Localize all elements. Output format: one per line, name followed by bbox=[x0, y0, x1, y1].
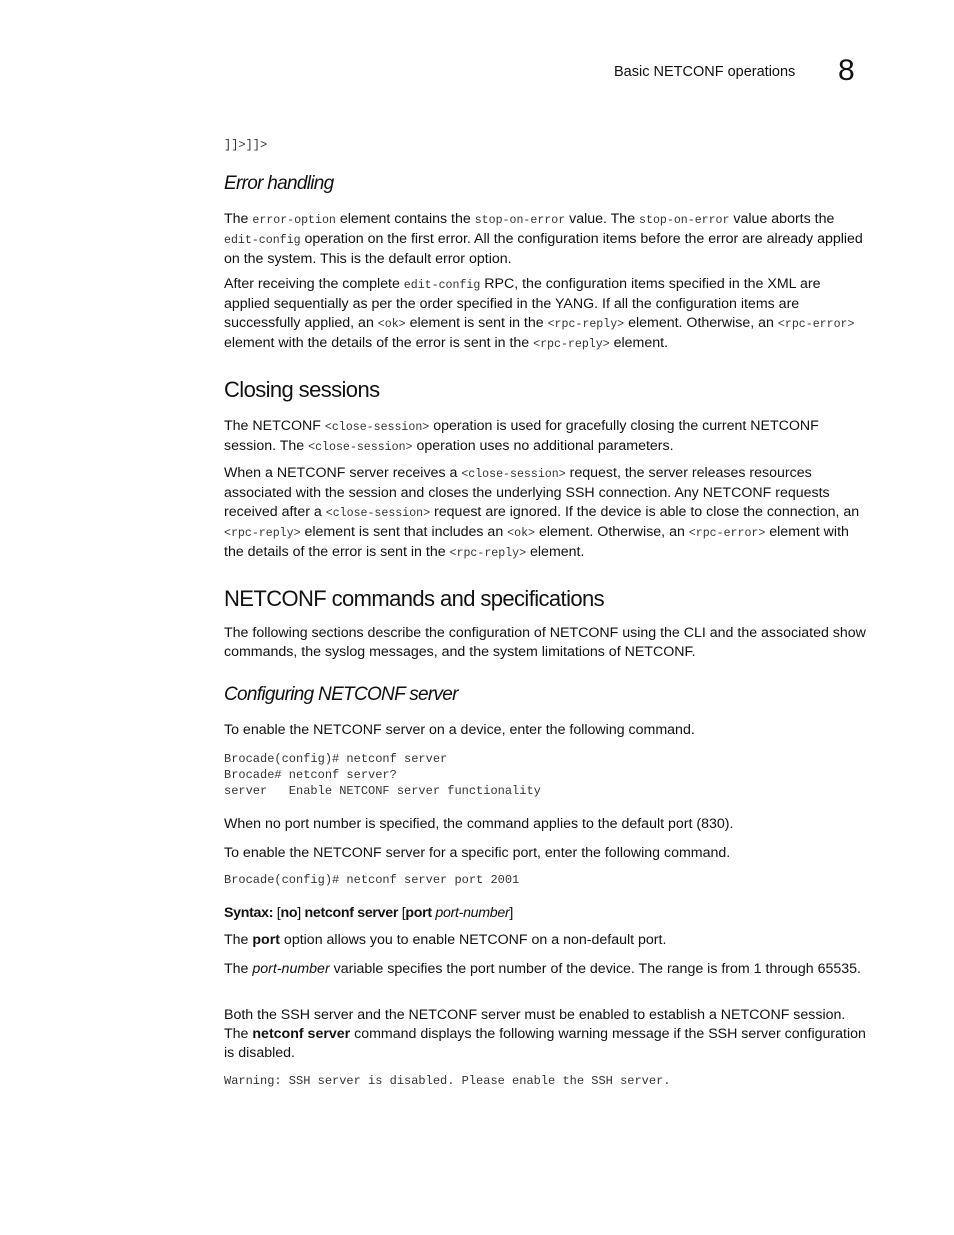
paragraph-enable-server: To enable the NETCONF server on a device, enter the following command. bbox=[224, 722, 695, 738]
paragraph-specific-port: To enable the NETCONF server for a specific port, enter the following command. bbox=[224, 845, 731, 861]
italic-variable: port-number bbox=[435, 905, 510, 921]
code-end-marker: ]]>]]> bbox=[224, 138, 268, 152]
paragraph-default-port: When no port number is specified, the command applies to the default port (830). bbox=[224, 816, 734, 832]
paragraph-close-session: The NETCONF <close-session> operation is used for gracefully closing the current NETCONF session. The <close-session> operation uses no additional parameters. bbox=[224, 418, 819, 454]
inline-code: <close-session> bbox=[325, 507, 431, 520]
inline-code: <rpc-reply> bbox=[449, 547, 527, 560]
running-header-title: Basic NETCONF operations bbox=[614, 64, 796, 80]
paragraph-ssh-requirement: Both the SSH server and the NETCONF server must be enabled to establish a NETCONF session. The netconf server command displays the following warning message if the SSH server configuration is disabled. bbox=[224, 1007, 866, 1061]
inline-code: <ok> bbox=[507, 527, 536, 540]
bold-term: netconf server bbox=[252, 1026, 351, 1042]
paragraph-sections-overview: The following sections describe the configuration of NETCONF using the CLI and the associated show commands, the syslog messages, and the system limitations of NETCONF. bbox=[224, 625, 866, 660]
inline-code: <rpc-reply> bbox=[533, 338, 610, 351]
inline-code: <close-session> bbox=[324, 421, 430, 434]
bold-term: no bbox=[280, 905, 298, 921]
bold-term: port bbox=[405, 905, 432, 921]
heading-netconf-commands: NETCONF commands and specifications bbox=[224, 586, 605, 611]
inline-code: stop-on-error bbox=[474, 214, 566, 227]
inline-code: <ok> bbox=[377, 318, 406, 331]
inline-code: <close-session> bbox=[308, 441, 413, 454]
inline-code: edit-config bbox=[403, 279, 481, 292]
paragraph-error-option: The error-option element contains the stop-on-error value. The stop-on-error value aborts the edit-config operation on the first error. All the configuration items before the error are already applied on the system. This is the default error option. bbox=[224, 211, 863, 267]
chapter-number: 8 bbox=[838, 54, 855, 87]
bold-term: port bbox=[252, 932, 280, 948]
code-warning-message: Warning: SSH server is disabled. Please enable the SSH server. bbox=[224, 1074, 671, 1088]
syntax-line: Syntax: [no] netconf server [port port-number] bbox=[224, 905, 514, 921]
paragraph-edit-config-rpc: After receiving the complete edit-config RPC, the configuration items specified in the XML are applied sequentially as per the order specified in the YANG. If all the configuration items are successfully applied, an <ok> element is sent in the <rpc-reply> element. Otherwise, an <rpc-error> element with the details of the error is sent in the <rpc-reply> element. bbox=[224, 276, 855, 351]
heading-configuring-netconf-server: Configuring NETCONF server bbox=[224, 684, 458, 705]
bold-term: Syntax: bbox=[224, 905, 277, 921]
heading-closing-sessions: Closing sessions bbox=[224, 377, 380, 402]
code-netconf-server-port: Brocade(config)# netconf server port 2001 bbox=[224, 873, 520, 887]
paragraph-close-session-request: When a NETCONF server receives a <close-session> request, the server releases resources associated with the session and closes the underlying SSH connection. Any NETCONF requests received after a <close-session> request are ignored. If the device is able to close the connection, an <rpc-reply> element is sent that includes an <ok> element. Otherwise, an <rpc-error> element with the details of the error is sent in the <rpc-reply> element. bbox=[224, 465, 860, 560]
inline-code: error-option bbox=[252, 214, 336, 227]
inline-code: <rpc-reply> bbox=[547, 318, 625, 331]
paragraph-port-number: The port-number variable specifies the port number of the device. The range is from 1 through 65535. bbox=[224, 961, 861, 977]
inline-code: stop-on-error bbox=[639, 214, 730, 227]
inline-code: <rpc-error> bbox=[688, 527, 766, 540]
inline-code: <rpc-reply> bbox=[224, 527, 301, 540]
inline-code: edit-config bbox=[224, 234, 301, 247]
italic-variable: port-number bbox=[252, 961, 330, 977]
heading-error-handling: Error handling bbox=[224, 173, 334, 194]
inline-code: <close-session> bbox=[461, 468, 566, 481]
paragraph-port-option: The port option allows you to enable NETCONF on a non-default port. bbox=[224, 932, 667, 948]
bold-term: netconf server bbox=[304, 905, 399, 921]
code-netconf-server: Brocade(config)# netconf server Brocade# netconf server? server Enable NETCONF server functionality bbox=[224, 752, 541, 798]
inline-code: <rpc-error> bbox=[777, 318, 855, 331]
